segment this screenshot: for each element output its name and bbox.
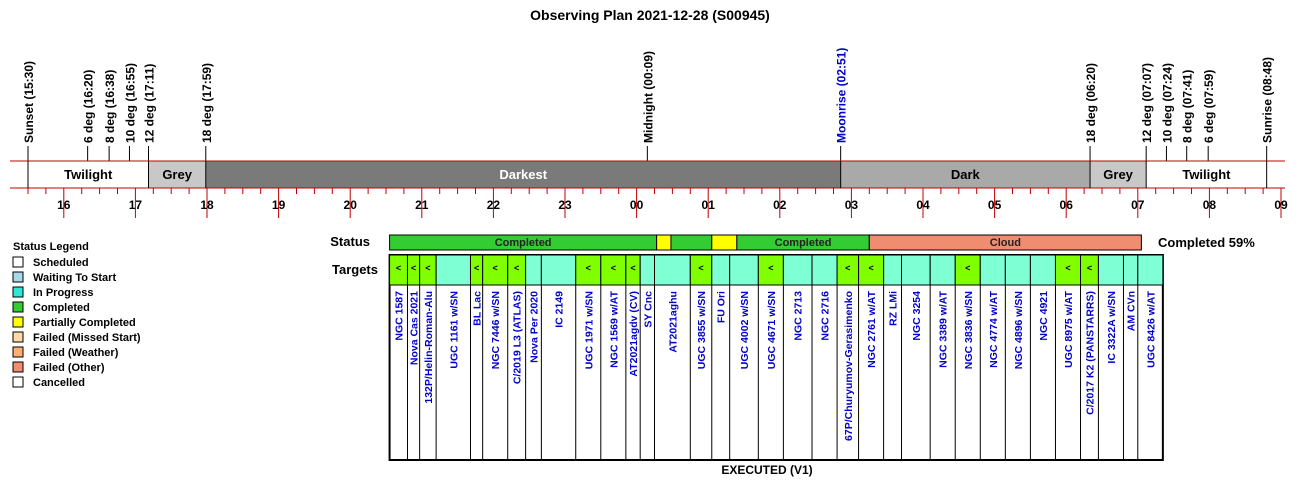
target-name: NGC 4774 w/AT — [987, 291, 1000, 368]
target-mark: < — [868, 263, 874, 273]
target-block — [436, 255, 470, 285]
legend-item-label: Failed (Weather) — [33, 347, 119, 359]
target-name: UGC 1161 w/SN — [448, 290, 461, 369]
axis-tick-label: 20 — [343, 198, 357, 212]
target-name: AT2021agdv (CV) — [628, 291, 641, 377]
target-name: NGC 4896 w/SN — [1012, 291, 1025, 370]
event-label: 10 deg (16:55) — [123, 62, 138, 143]
target-block — [526, 255, 542, 285]
target-name: NGC 4921 — [1037, 291, 1050, 341]
event-label: 8 deg (16:38) — [103, 69, 118, 143]
target-mark: < — [1086, 263, 1093, 273]
target-name: SY Cnc — [642, 291, 655, 328]
axis-tick-label: 22 — [486, 198, 501, 212]
target-name: AT2021aghu — [667, 291, 680, 353]
target-block — [655, 255, 691, 285]
axis-tick-label: 05 — [987, 198, 1002, 212]
target-block — [541, 255, 575, 285]
target-mark: < — [845, 263, 851, 273]
event-label: Midnight (00:09) — [641, 51, 656, 143]
legend-item-label: Failed (Other) — [33, 362, 105, 374]
axis-tick-label: 02 — [773, 198, 787, 212]
axis-tick-label: 16 — [57, 198, 71, 212]
status-segment-label: Cloud — [989, 237, 1021, 249]
legend-item-label: Completed — [33, 302, 90, 314]
target-mark: < — [410, 263, 417, 273]
target-name: NGC 3389 w/AT — [937, 291, 950, 368]
legend-item-label: Waiting To Start — [33, 272, 117, 284]
sky-band-label: Twilight — [64, 167, 113, 182]
legend-title: Status Legend — [13, 241, 89, 253]
event-label: 6 deg (16:20) — [81, 69, 96, 143]
target-mark: < — [610, 263, 616, 273]
target-block — [1030, 255, 1055, 285]
event-markers — [22, 48, 1275, 161]
legend-item-label: Partially Completed — [33, 317, 136, 329]
event-label: Moonrise (02:51) — [834, 47, 849, 143]
target-name: NGC 2716 — [819, 291, 832, 341]
target-mark: < — [630, 263, 636, 273]
target-name: UGC 1971 w/SN — [583, 291, 596, 370]
target-block — [1123, 255, 1137, 285]
legend-swatch — [13, 347, 23, 357]
status-segment — [657, 235, 671, 250]
target-name: UGC 3855 w/SN — [696, 291, 709, 370]
target-block — [884, 255, 902, 285]
target-name: FU Ori — [715, 291, 728, 324]
target-block — [730, 255, 759, 285]
status-segment — [671, 235, 712, 250]
axis-tick-label: 01 — [701, 198, 715, 212]
target-name: C/2017 K2 (PANSTARRS) — [1084, 291, 1097, 415]
legend-item-label: Cancelled — [33, 377, 85, 389]
chart-title: Observing Plan 2021-12-28 (S00945) — [530, 7, 770, 23]
axis-tick-label: 17 — [128, 198, 143, 212]
target-name: UGC 8975 w/AT — [1062, 291, 1075, 368]
legend-swatch — [13, 317, 23, 327]
sky-band-label: Twilight — [1182, 167, 1231, 182]
status-segment-label: Completed — [774, 237, 832, 249]
target-block — [812, 255, 837, 285]
legend-swatch — [13, 302, 23, 312]
legend-item-label: Failed (Missed Start) — [33, 332, 141, 344]
target-name: UGC 4671 w/SN — [765, 291, 778, 370]
target-name: NGC 7446 w/SN — [490, 291, 503, 370]
target-name: Nova Per 2020 — [528, 291, 541, 363]
target-block — [1098, 255, 1123, 285]
target-name: 132P/Helin-Roman-Alu — [422, 291, 435, 404]
target-name: NGC 2761 w/AT — [866, 291, 879, 368]
target-name: UGC 4002 w/SN — [739, 291, 751, 370]
target-name: NGC 2713 — [792, 291, 805, 341]
axis-tick-label: 03 — [844, 198, 859, 212]
status-legend — [13, 241, 141, 389]
target-name: IC 3322A w/SN — [1105, 291, 1118, 364]
target-name: NGC 1587 — [393, 291, 406, 341]
event-label: 12 deg (17:11) — [142, 63, 157, 144]
legend-swatch — [13, 257, 23, 267]
target-mark: < — [698, 263, 704, 273]
target-block — [930, 255, 955, 285]
event-label: 10 deg (07:24) — [1160, 62, 1175, 143]
legend-swatch — [13, 287, 23, 297]
event-label: 6 deg (07:59) — [1202, 69, 1217, 143]
status-row-label: Status — [330, 234, 370, 249]
targets-row — [332, 255, 1163, 460]
targets-row-label: Targets — [332, 262, 378, 277]
target-mark: < — [395, 263, 402, 273]
target-name: IC 2149 — [553, 291, 566, 328]
event-label: Sunrise (08:48) — [1260, 56, 1275, 143]
status-row — [330, 234, 1255, 250]
target-block — [1138, 255, 1163, 285]
completion-summary: Completed 59% — [1158, 235, 1255, 250]
target-name: RZ LMi — [887, 291, 900, 326]
target-block — [1005, 255, 1030, 285]
axis-tick-label: 23 — [558, 198, 572, 212]
target-block — [712, 255, 730, 285]
status-segment-label: Completed — [494, 237, 552, 249]
target-name: AM CVn — [1125, 291, 1138, 332]
target-mark: < — [425, 263, 431, 273]
legend-swatch — [13, 332, 23, 342]
time-axis — [28, 188, 1288, 218]
event-label: 18 deg (06:20) — [1084, 62, 1099, 143]
target-mark: < — [492, 263, 498, 273]
axis-tick-label: 04 — [916, 198, 930, 212]
target-mark: < — [473, 263, 480, 273]
event-label: 18 deg (17:59) — [199, 62, 214, 143]
target-name: NGC 3836 w/SN — [962, 291, 975, 370]
sky-band-label: Dark — [950, 167, 980, 182]
axis-tick-label: 07 — [1131, 198, 1145, 212]
target-name: BL Lac — [471, 290, 484, 326]
target-mark: < — [965, 263, 971, 273]
target-block — [980, 255, 1005, 285]
legend-item-label: Scheduled — [33, 257, 89, 269]
axis-tick-label: 08 — [1202, 198, 1217, 212]
sky-bands — [10, 161, 1285, 188]
event-label: Sunset (15:30) — [22, 60, 36, 143]
executed-footer: EXECUTED (V1) — [721, 463, 813, 477]
target-name: 67P/Churyumov-Gerasimenko — [842, 291, 855, 441]
sky-band-label: Grey — [162, 167, 192, 182]
event-label: 8 deg (07:41) — [1180, 69, 1195, 143]
legend-swatch — [13, 362, 23, 372]
axis-tick-label: 19 — [271, 198, 286, 212]
target-name: UGC 8426 w/AT — [1145, 291, 1158, 368]
sky-band-label: Grey — [1103, 167, 1133, 182]
target-block — [640, 255, 654, 285]
target-mark: < — [768, 263, 774, 273]
target-block — [783, 255, 812, 285]
target-name: NGC 1569 w/AT — [608, 291, 621, 368]
status-segment — [712, 235, 737, 250]
legend-swatch — [13, 377, 23, 387]
axis-tick-label: 09 — [1274, 198, 1288, 212]
axis-tick-label: 00 — [629, 198, 644, 212]
target-mark: < — [1065, 263, 1071, 273]
axis-tick-label: 18 — [200, 198, 214, 212]
target-block — [902, 255, 931, 285]
axis-tick-label: 21 — [415, 198, 429, 212]
target-name: C/2019 L3 (ATLAS) — [511, 291, 524, 385]
sky-band-label: Darkest — [499, 167, 548, 182]
event-label: 12 deg (07:07) — [1140, 62, 1155, 143]
target-mark: < — [514, 263, 520, 273]
target-name: NGC 3254 — [910, 291, 923, 341]
target-mark: < — [585, 263, 591, 273]
legend-item-label: In Progress — [33, 287, 94, 299]
target-name: Nova Cas 2021 — [408, 291, 421, 366]
axis-tick-label: 06 — [1059, 198, 1073, 212]
legend-swatch — [13, 272, 23, 282]
